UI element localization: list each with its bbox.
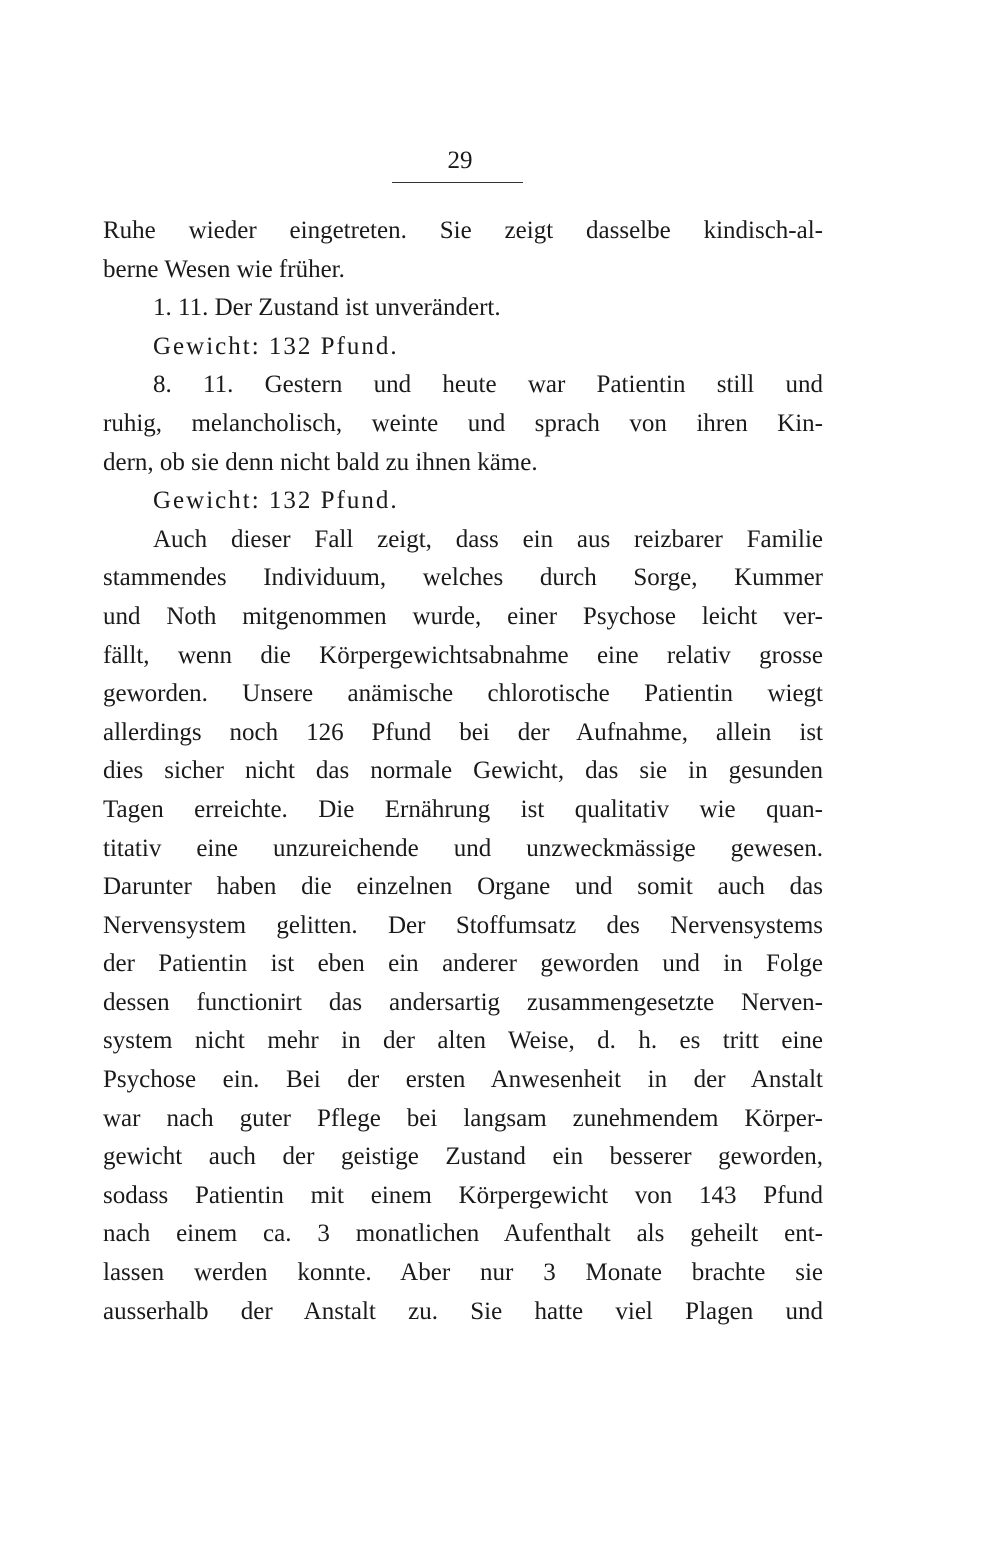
text-line: Ruhe wieder eingetreten. Sie zeigt dasselbe kindisch-al-: [103, 217, 823, 244]
text-line: dies sicher nicht das normale Gewicht, das sie in gesunden: [103, 757, 823, 785]
body-text: [103, 212, 823, 1331]
text-line: stammendes Individuum, welches durch Sorge, Kummer: [103, 564, 823, 592]
text-line: Gewicht: 132 Pfund.: [153, 487, 399, 515]
text-line: ruhig, melancholisch, weinte und sprach von ihren Kin-: [103, 409, 823, 437]
text-line: war nach guter Pflege bei langsam zunehmendem Körper-: [103, 1104, 823, 1132]
text-line: allerdings noch 126 Pfund bei der Aufnahme, allein ist: [103, 718, 823, 746]
page-number: 29: [447, 147, 473, 174]
text-line: berne Wesen wie früher.: [103, 255, 345, 283]
text-line: Tagen erreichte. Die Ernährung ist qualitativ wie quan-: [103, 795, 823, 823]
text-line: Psychose ein. Bei der ersten Anwesenheit in der Anstalt: [103, 1066, 823, 1094]
text-line: 8. 11. Gestern und heute war Patientin still und: [153, 371, 823, 399]
text-line: und Noth mitgenommen wurde, einer Psychose leicht ver-: [103, 602, 823, 630]
text-line: fällt, wenn die Körpergewichtsabnahme eine relativ grosse: [103, 641, 823, 669]
text-line: Gewicht: 132 Pfund.: [153, 332, 399, 360]
text-line: sodass Patientin mit einem Körpergewicht von 143 Pfund: [103, 1181, 823, 1209]
text-line: Darunter haben die einzelnen Organe und somit auch das: [103, 873, 823, 901]
text-line: titativ eine unzureichende und unzweckmässige gewesen.: [103, 834, 823, 862]
text-line: Auch dieser Fall zeigt, dass ein aus reizbarer Familie: [153, 525, 823, 553]
text-line: dessen functionirt das andersartig zusammengesetzte Nerven-: [103, 988, 823, 1016]
text-line: system nicht mehr in der alten Weise, d. h. es tritt eine: [103, 1027, 823, 1055]
text-line: nach einem ca. 3 monatlichen Aufenthalt als geheilt ent-: [103, 1220, 823, 1248]
header-rule: [392, 182, 523, 183]
text-line: der Patientin ist eben ein anderer geworden und in Folge: [103, 950, 823, 978]
text-line: 1. 11. Der Zustand ist unverändert.: [153, 294, 501, 322]
text-line: Nervensystem gelitten. Der Stoffumsatz des Nervensystems: [103, 911, 823, 939]
text-line: lassen werden konnte. Aber nur 3 Monate brachte sie: [103, 1259, 823, 1287]
text-line: geworden. Unsere anämische chlorotische Patientin wiegt: [103, 680, 823, 708]
text-line: dern, ob sie denn nicht bald zu ihnen käme.: [103, 448, 538, 476]
text-line: gewicht auch der geistige Zustand ein besserer geworden,: [103, 1143, 823, 1171]
text-line: ausserhalb der Anstalt zu. Sie hatte viel Plagen und: [103, 1297, 823, 1325]
